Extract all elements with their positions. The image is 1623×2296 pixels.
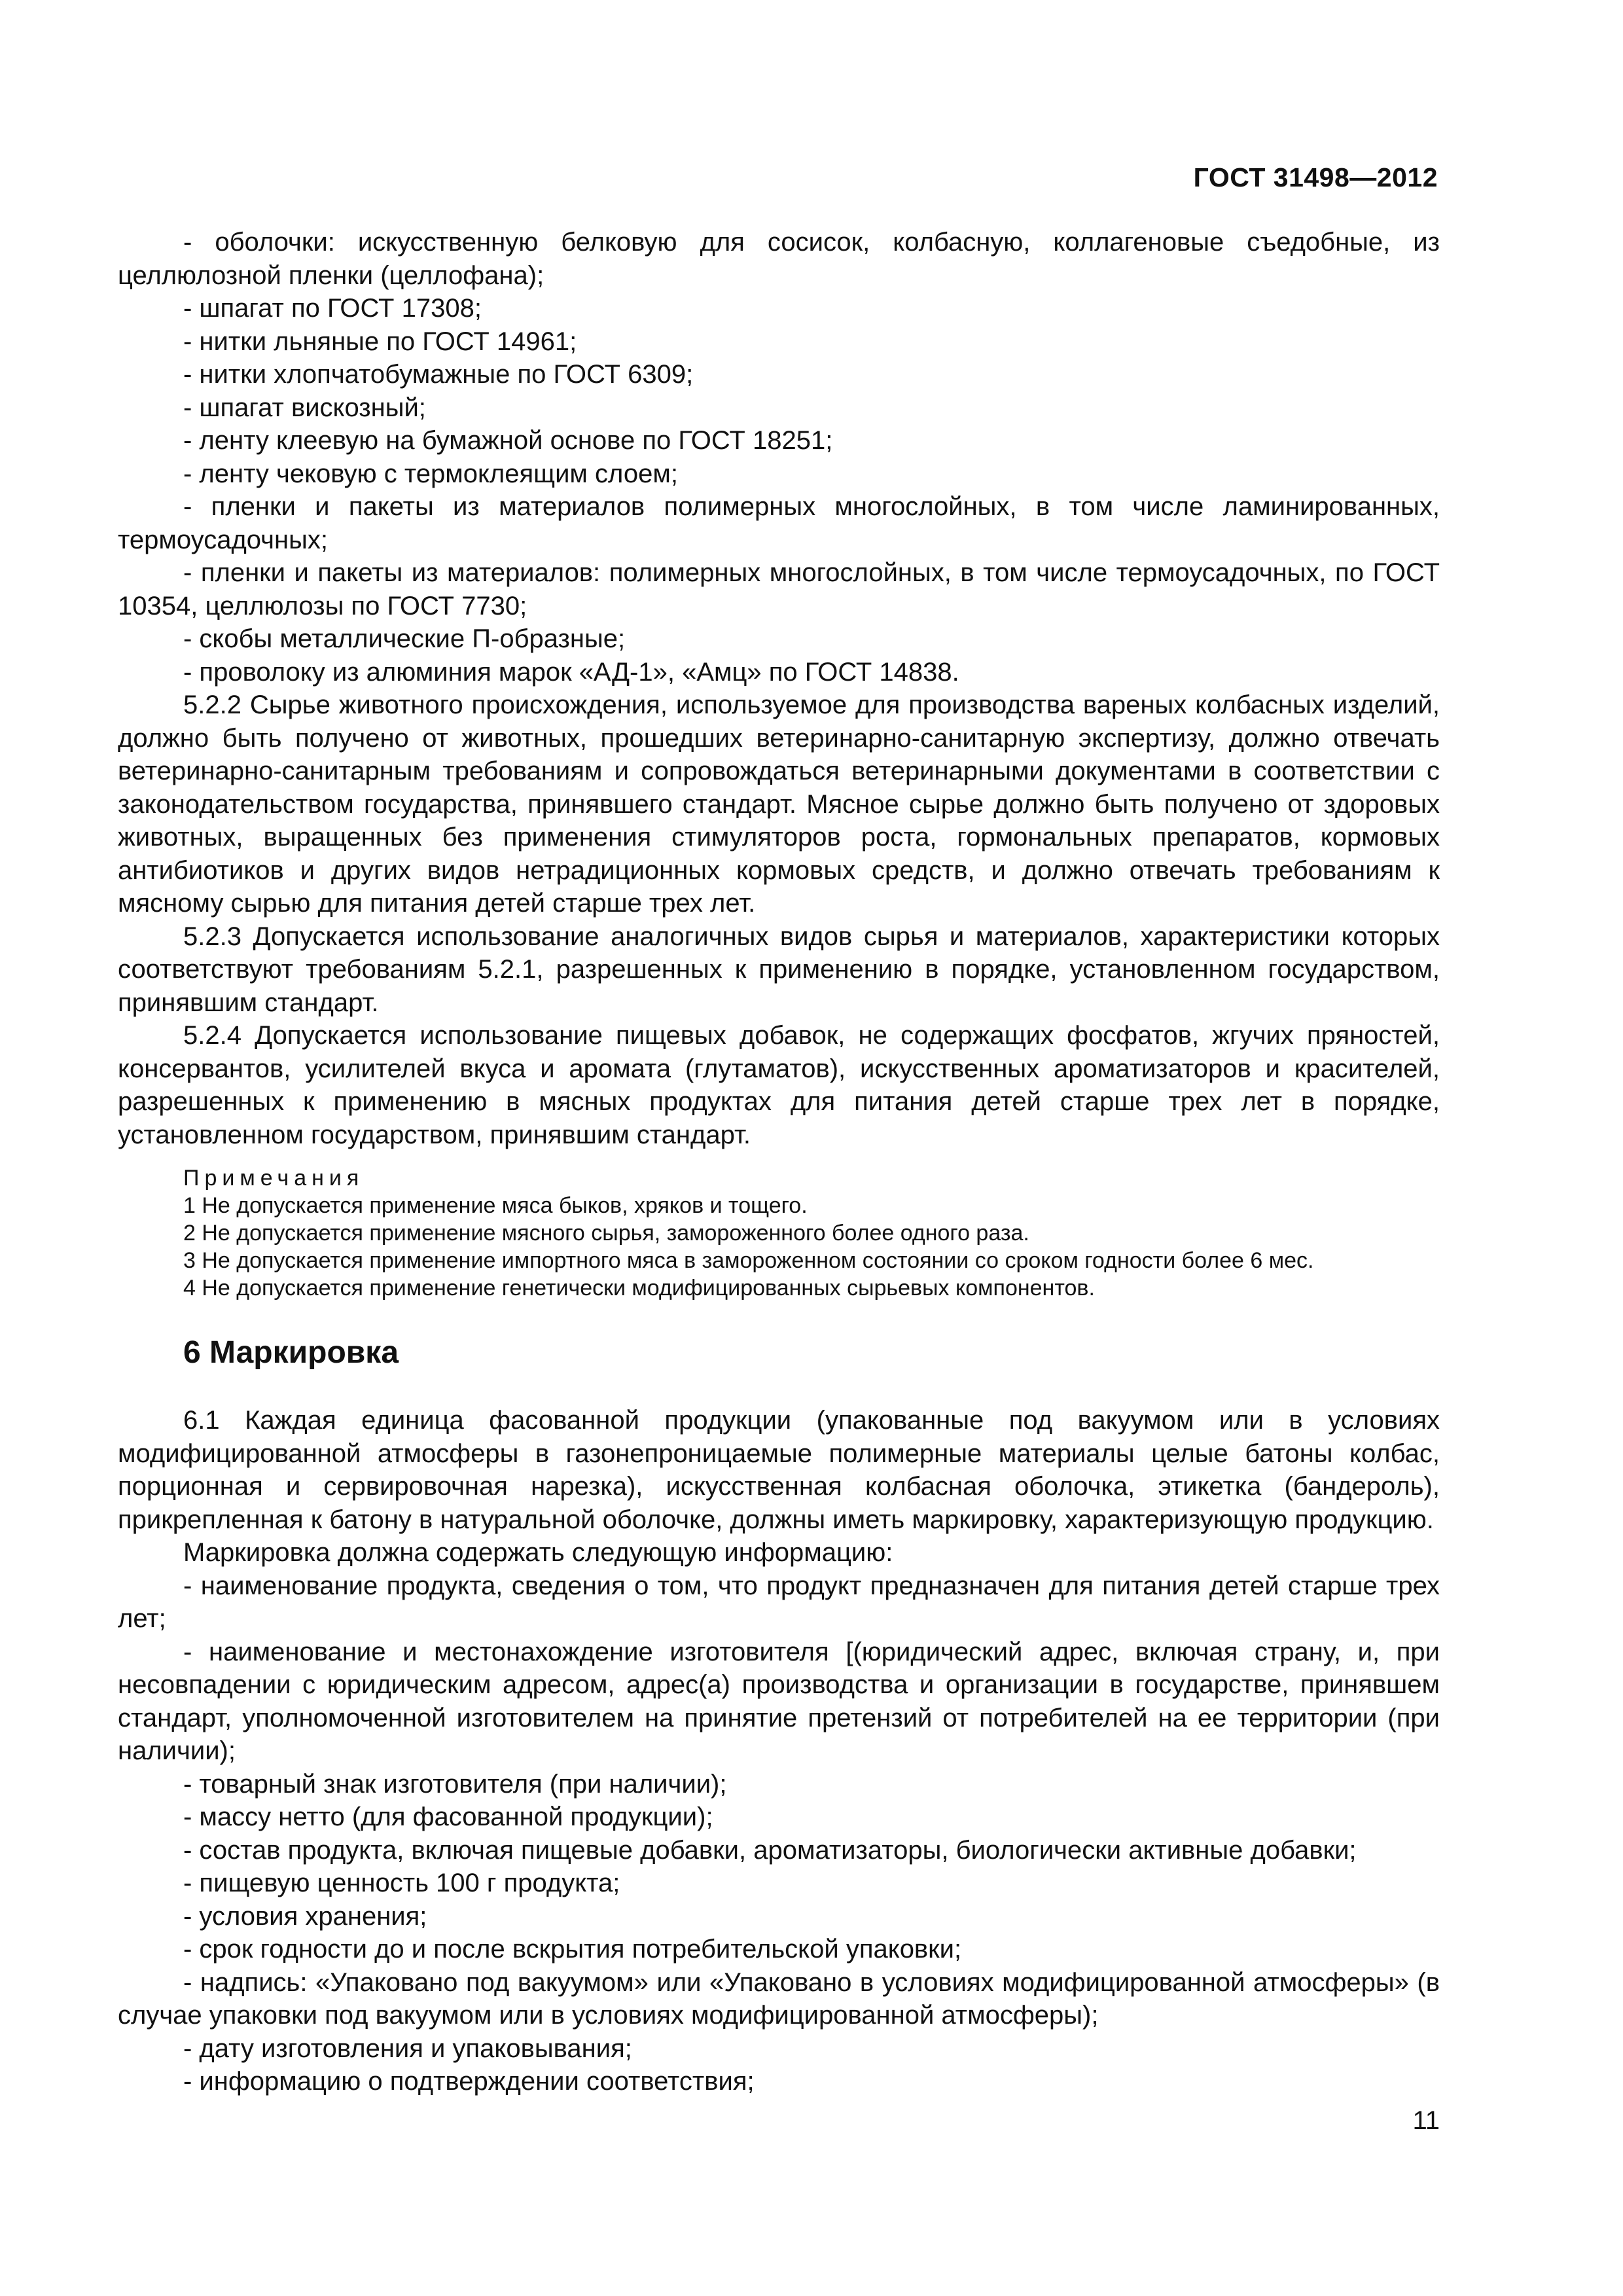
- paragraph: 5.2.4 Допускается использование пищевых добавок, не содержащих фосфатов, жгучих пряностей, консервантов, усилителей вкуса и аромата (глутаматов), искусственных ароматизаторов и красителей, разрешенных к применению в мясных продуктах для питания детей старше трех лет в порядке, установленном государством, принявшим стандарт.: [118, 1021, 1440, 1149]
- paragraph: - товарный знак изготовителя (при наличии);: [183, 1769, 727, 1799]
- note-item: 3 Не допускается применение импортного мяса в замороженном состоянии со сроком годности более 6 мес.: [183, 1248, 1314, 1273]
- document-body: [118, 226, 1440, 2098]
- note-item: 1 Не допускается применение мяса быков, хряков и тощего.: [183, 1193, 808, 1218]
- paragraph: - состав продукта, включая пищевые добавки, ароматизаторы, биологически активные добавки;: [183, 1835, 1357, 1865]
- paragraph: Маркировка должна содержать следующую информацию:: [183, 1538, 893, 1567]
- paragraph: - пищевую ценность 100 г продукта;: [183, 1869, 620, 1897]
- paragraph: - срок годности до и после вскрытия потребительской упаковки;: [183, 1935, 962, 1964]
- paragraph: - нитки льняные по ГОСТ 14961;: [183, 327, 577, 356]
- paragraph: - шпагат по ГОСТ 17308;: [183, 294, 482, 323]
- paragraph: 5.2.2 Сырье животного происхождения, используемое для производства вареных колбасных изделий, должно быть получено от животных, прошедших ветеринарно-санитарную экспертизу, должно отвечать ветеринарно-санитарным требованиям и сопровождаться ветеринарными документами в соответствии с законодательством государства, принявшего стандарт. Мясное сырье должно быть получено от здоровых животных, выращенных без применения стимуляторов роста, гормональных препаратов, кормовых антибиотиков и других видов нетрадиционных кормовых средств, и должно отвечать требованиям к мясному сырью для питания детей старше трех лет.: [118, 691, 1440, 918]
- document-header-id: ГОСТ 31498—2012: [1193, 162, 1438, 192]
- paragraph: 5.2.3 Допускается использование аналогичных видов сырья и материалов, характеристики которых соответствуют требованиям 5.2.1, разрешенных к применению в порядке, установленном государством, принявшим стандарт.: [118, 922, 1440, 1017]
- paragraph: - дату изготовления и упаковывания;: [183, 2034, 632, 2063]
- paragraph: - проволоку из алюминия марок «АД-1», «Амц» по ГОСТ 14838.: [183, 657, 959, 687]
- paragraph: - оболочки: искусственную белковую для сосисок, колбасную, коллагеновые съедобные, из целлюлозной пленки (целлофана);: [118, 228, 1440, 290]
- notes-block: [118, 1164, 1440, 1302]
- paragraph: - ленту клеевую на бумажной основе по ГОСТ 18251;: [183, 426, 833, 455]
- paragraph: - наименование и местонахождение изготовителя [(юридический адрес, включая страну, и, при несовпадении с юридическим адресом, адрес(а) производства и организации в государстве, принявшем стандарт, уполномоченной изготовителем на принятие претензий от потребителей на ее территории (при наличии);: [118, 1637, 1440, 1765]
- paragraph: - нитки хлопчатобумажные по ГОСТ 6309;: [183, 360, 694, 389]
- note-item: 4 Не допускается применение генетически модифицированных сырьевых компонентов.: [183, 1276, 1095, 1300]
- paragraph: - надпись: «Упаковано под вакуумом» или «Упаковано в условиях модифицированной атмосферы» (в случае упаковки под вакуумом или в условиях модифицированной атмосферы);: [118, 1967, 1440, 2030]
- notes-title: Примечания: [183, 1166, 365, 1191]
- paragraph: - ленту чековую с термоклеящим слоем;: [183, 459, 678, 488]
- paragraph: - шпагат вискозный;: [183, 393, 426, 422]
- paragraph: 6.1 Каждая единица фасованной продукции (упакованные под вакуумом или в условиях модифицированной атмосферы в газонепроницаемые полимерные материалы целые батоны колбас, порционная и сервировочная нарезка), искусственная колбасная оболочка, этикетка (бандероль), прикрепленная к батону в натуральной оболочке, должны иметь маркировку, характеризующую продукцию.: [118, 1406, 1440, 1534]
- paragraph: - наименование продукта, сведения о том, что продукт предназначен для питания детей старше трех лет;: [118, 1571, 1440, 1633]
- paragraph: - массу нетто (для фасованной продукции);: [183, 1803, 713, 1831]
- paragraph: - пленки и пакеты из материалов полимерных многослойных, в том числе ламинированных, термоусадочных;: [118, 492, 1440, 554]
- paragraph: - условия хранения;: [183, 1901, 427, 1931]
- section-title: 6 Маркировка: [183, 1335, 399, 1370]
- page-number: 11: [1412, 2106, 1440, 2135]
- paragraph: - информацию о подтверждении соответствия;: [183, 2067, 755, 2096]
- note-item: 2 Не допускается применение мясного сырья, замороженного более одного раза.: [183, 1221, 1029, 1246]
- paragraph: - скобы металлические П-образные;: [183, 624, 626, 653]
- paragraph: - пленки и пакеты из материалов: полимерных многослойных, в том числе термоусадочных, по ГОСТ 10354, целлюлозы по ГОСТ 7730;: [118, 558, 1440, 620]
